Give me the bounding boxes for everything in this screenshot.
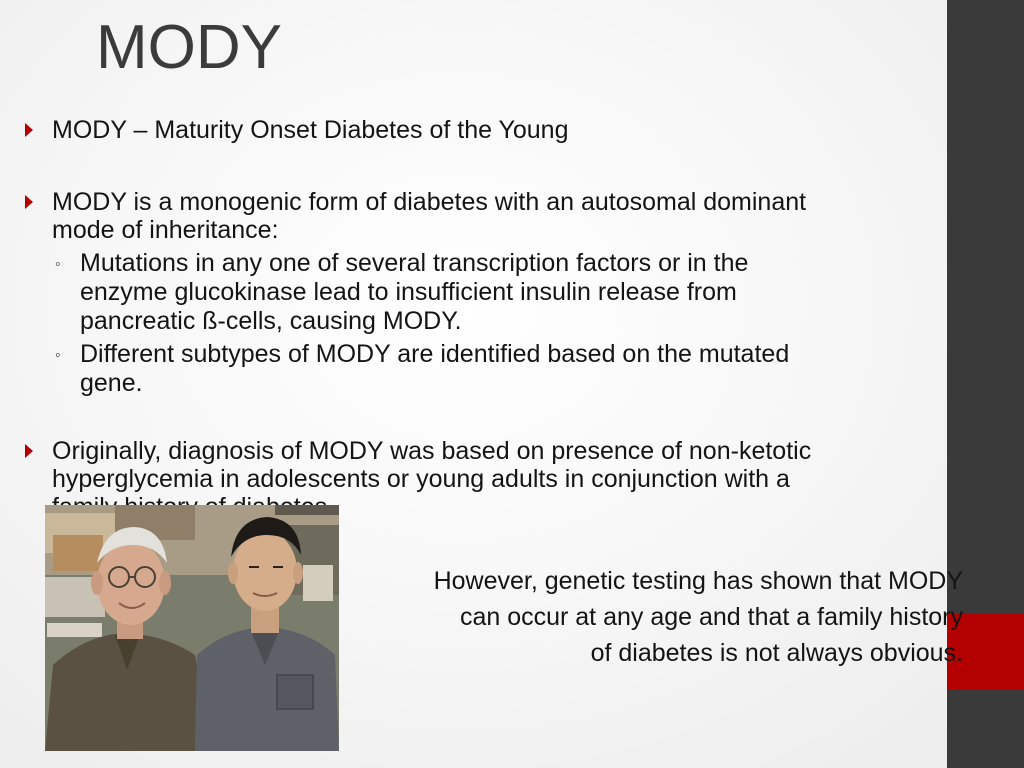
researchers-photo: [45, 505, 339, 751]
hollow-circle-bullet-icon: ◦: [55, 347, 61, 364]
bullet-line: hyperglycemia in adolescents or young adults in conjunction with a: [52, 465, 790, 493]
paragraph-line: of diabetes is not always obvious.: [590, 639, 963, 667]
right-aligned-paragraph: [300, 563, 963, 671]
slide-title: MODY: [96, 13, 282, 82]
sub-bullet-line: gene.: [80, 369, 143, 397]
bullet-line: Originally, diagnosis of MODY was based on presence of non-ketotic: [52, 437, 812, 465]
paragraph-line: can occur at any age and that a family history: [459, 603, 963, 631]
bullet-line: MODY is a monogenic form of diabetes with an autosomal dominant: [52, 188, 807, 216]
hollow-circle-bullet-icon: ◦: [55, 256, 61, 273]
paragraph-line: However, genetic testing has shown that MODY: [433, 567, 963, 595]
bullet-item: [52, 188, 962, 244]
bullet-line: MODY – Maturity Onset Diabetes of the Young: [52, 116, 569, 144]
photo-two-men-in-lab-icon: [45, 505, 339, 751]
bullet-item: [52, 116, 962, 144]
sub-bullet-line: Different subtypes of MODY are identified based on the mutated: [80, 340, 790, 368]
sub-bullet-line: enzyme glucokinase lead to insufficient insulin release from: [80, 278, 737, 306]
bullet-line: mode of inheritance:: [52, 216, 279, 244]
sub-bullet-item: [55, 340, 940, 398]
sub-bullet-line: pancreatic ß-cells, causing MODY.: [80, 307, 462, 335]
bullet-arrow-icon: [25, 195, 33, 209]
bullet-arrow-icon: [25, 123, 33, 137]
sub-bullet-line: Mutations in any one of several transcription factors or in the: [80, 249, 749, 277]
bullet-arrow-icon: [25, 444, 33, 458]
sub-bullet-item: [55, 249, 940, 336]
